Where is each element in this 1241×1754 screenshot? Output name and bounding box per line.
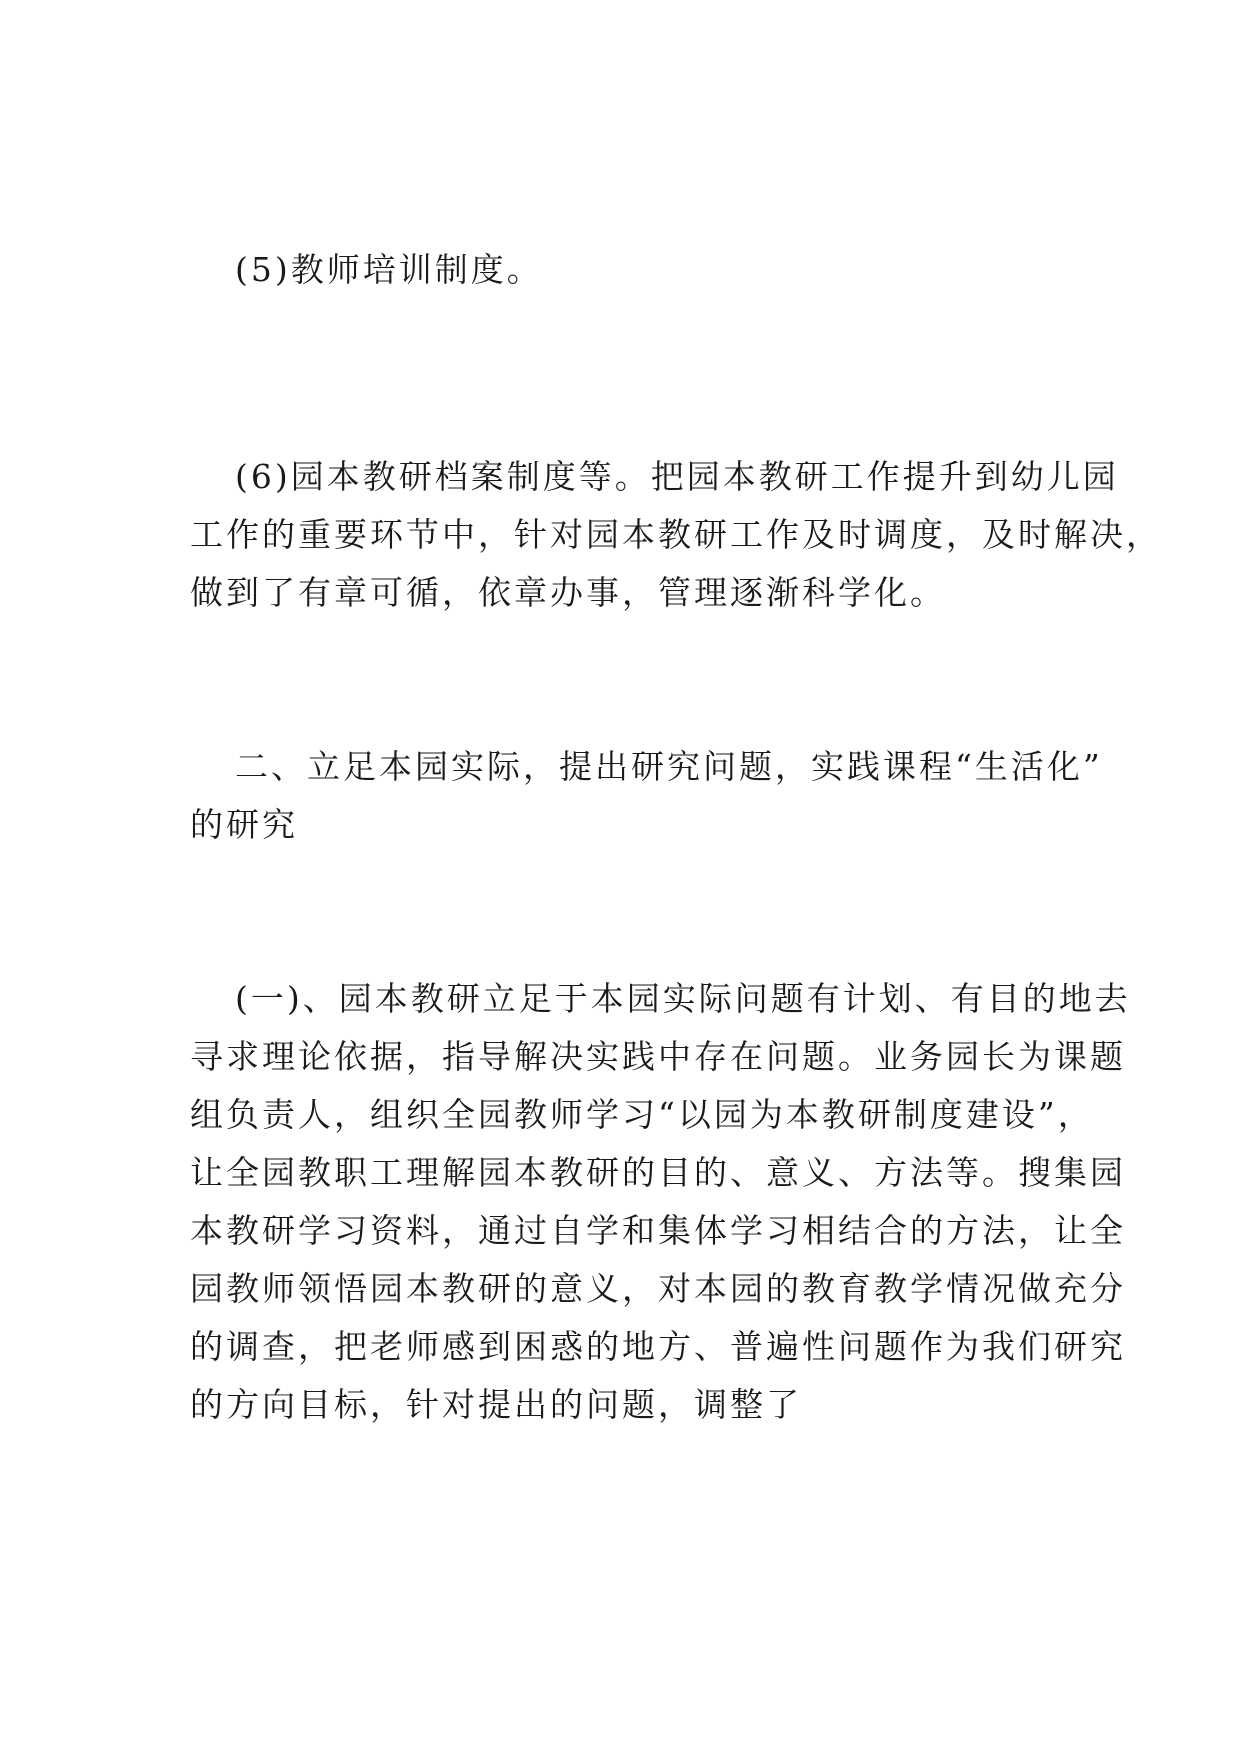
subsection1-line-8: 的方向目标，针对提出的问题，调整了 xyxy=(190,1385,802,1424)
subsection1-line-7: 的调查，把老师感到困惑的地方、普遍性问题作为我们研究 xyxy=(190,1327,1126,1366)
item6-line-1: (6)园本教研档案制度等。把园本教研工作提升到幼儿园 xyxy=(235,457,1119,496)
item5-line-1: (5)教师培训制度。 xyxy=(235,250,543,289)
subsection1-line-4: 让全园教职工理解园本教研的目的、意义、方法等。搜集园 xyxy=(190,1153,1126,1192)
subsection1-line-3: 组负责人，组织全园教师学习“以园为本教研制度建设”， xyxy=(190,1095,1094,1134)
subsection1-line-1: (一)、园本教研立足于本园实际问题有计划、有目的地去 xyxy=(235,979,1131,1018)
item6-line-3: 做到了有章可循，依章办事，管理逐渐科学化。 xyxy=(190,573,946,612)
section2-heading-line-1: 二、立足本园实际，提出研究问题，实践课程“生活化” xyxy=(235,747,1103,786)
subsection1-line-6: 园教师领悟园本教研的意义，对本园的教育教学情况做充分 xyxy=(190,1269,1126,1308)
item6-line-2: 工作的重要环节中，针对园本教研工作及时调度，及时解决， xyxy=(190,515,1162,554)
section2-heading-line-2: 的研究 xyxy=(190,805,298,844)
subsection1-line-5: 本教研学习资料，通过自学和集体学习相结合的方法，让全 xyxy=(190,1211,1126,1250)
subsection1-line-2: 寻求理论依据，指导解决实践中存在问题。业务园长为课题 xyxy=(190,1037,1126,1076)
